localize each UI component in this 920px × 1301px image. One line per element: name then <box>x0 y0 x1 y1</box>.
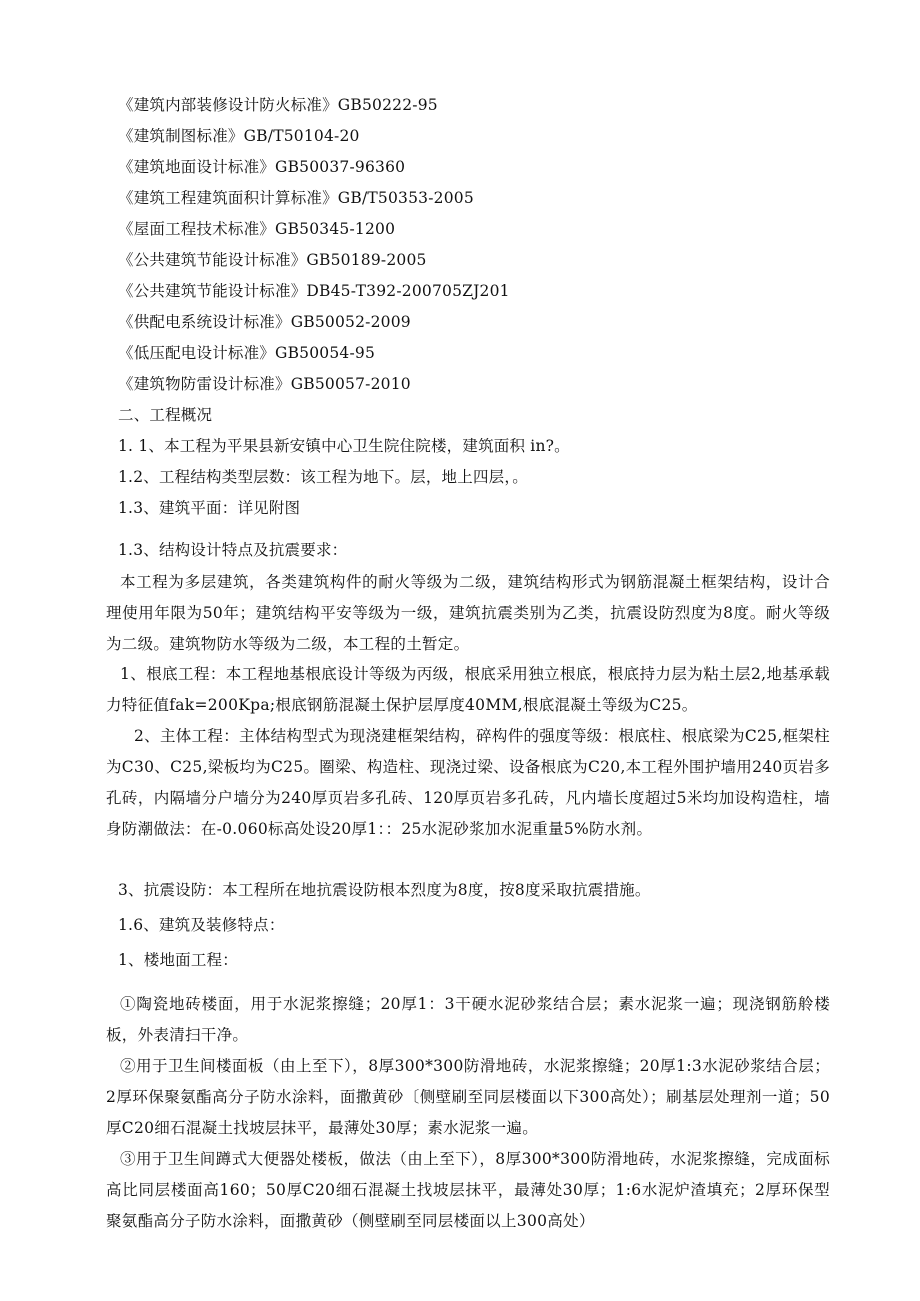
standard-item: 《建筑制图标准》GB/T50104-20 <box>118 127 360 145</box>
floor-item: ③用于卫生间蹲式大便器处楼板，做法（由上至下），8厚300*300防滑地砖，水泥浆擦缝，完成面标高比同层楼面高160；50厚C20细石混凝土找坡层抹平，最薄处30厚；1:6水泥炉渣填充；2厚环保型聚氨酯高分子防水涂料，面撒黄砂（侧壁刷至同层楼面以上300高处） <box>106 1150 830 1230</box>
overview-item: 1.3、建筑平面：详见附图 <box>118 499 301 517</box>
standard-item: 《屋面工程技术标准》GB50345-1200 <box>118 220 396 238</box>
floor-heading: 1、楼地面工程： <box>118 951 238 969</box>
overview-paragraph: 本工程为多层建筑，各类建筑构件的耐火等级为二级，建筑结构形式为钢筋混凝土框架结构，设计合理使用年限为50年；建筑结构平安等级为一级，建筑抗震类别为乙类，抗震设防烈度为8度。耐火等级为二级。建筑物防水等级为二级，本工程的土暂定。 <box>106 573 830 653</box>
standard-item: 《公共建筑节能设计标准》DB45-T392-200705ZJ201 <box>118 282 510 300</box>
standard-item: 《建筑工程建筑面积计算标准》GB/T50353-2005 <box>118 189 474 207</box>
standard-item: 《建筑内部装修设计防火标准》GB50222-95 <box>118 96 438 114</box>
standard-item: 《建筑物防雷设计标准》GB50057-2010 <box>118 375 411 393</box>
standard-item: 《低压配电设计标准》GB50054-95 <box>118 344 376 362</box>
overview-item: 1.2、工程结构类型层数：该工程为地下。层，地上四层，。 <box>118 468 529 486</box>
main-structure-paragraph: 2、主体工程：主体结构型式为现浇建框架结构，碎构件的强度等级：根底柱、根底梁为C25,框架柱为C30、C25,梁板均为C25。圈梁、构造柱、现浇过梁、设备根底为C20,本工程外围护墙用240页岩多孔砖，内隔墙分户墙分为240厚页岩多孔砖、120厚页岩多孔砖，凡内墙长度超过5米均加设构造柱，墙身防潮做法：在-0.060标高处设20厚1：：25水泥砂浆加水泥重量5%防水剂。 <box>106 727 830 838</box>
section-heading: 二、工程概况 <box>118 406 213 424</box>
overview-item: 1. 1、本工程为平果县新安镇中心卫生院住院楼，建筑面积 in?。 <box>118 437 570 455</box>
standard-item: 《供配电系统设计标准》GB50052-2009 <box>118 313 411 331</box>
overview-item: 1.6、建筑及装修特点： <box>118 916 285 934</box>
seismic-paragraph: 3、抗震设防：本工程所在地抗震设防根本烈度为8度，按8度采取抗震措施。 <box>118 881 651 899</box>
floor-item: ①陶瓷地砖楼面，用于水泥浆擦缝；20厚1：3干硬水泥砂浆结合层；素水泥浆一遍；现浇钢筋舲楼板，外表清扫干净。 <box>106 995 830 1044</box>
floor-item: ②用于卫生间楼面板（由上至下），8厚300*300防滑地砖，水泥浆擦缝；20厚1:3水泥砂浆结合层；2厚环保聚氨酯高分子防水涂料，面撒黄砂〔侧壁刷至同层楼面以下300高处）；刷基层处理剂一道；50厚C20细石混凝土找坡层抹平，最薄处30厚；素水泥浆一遍。 <box>106 1057 830 1137</box>
overview-item: 1.3、结构设计特点及抗震要求： <box>118 541 348 559</box>
standard-item: 《建筑地面设计标准》GB50037-96360 <box>118 158 406 176</box>
foundation-paragraph: 1、根底工程：本工程地基根底设计等级为丙级，根底采用独立根底，根底持力层为粘土层2,地基承载力特征值fak=200Kpa;根底钢筋混凝土保护层厚度40MM,根底混凝土等级为C25。 <box>106 665 830 714</box>
standard-item: 《公共建筑节能设计标准》GB50189-2005 <box>118 251 427 269</box>
